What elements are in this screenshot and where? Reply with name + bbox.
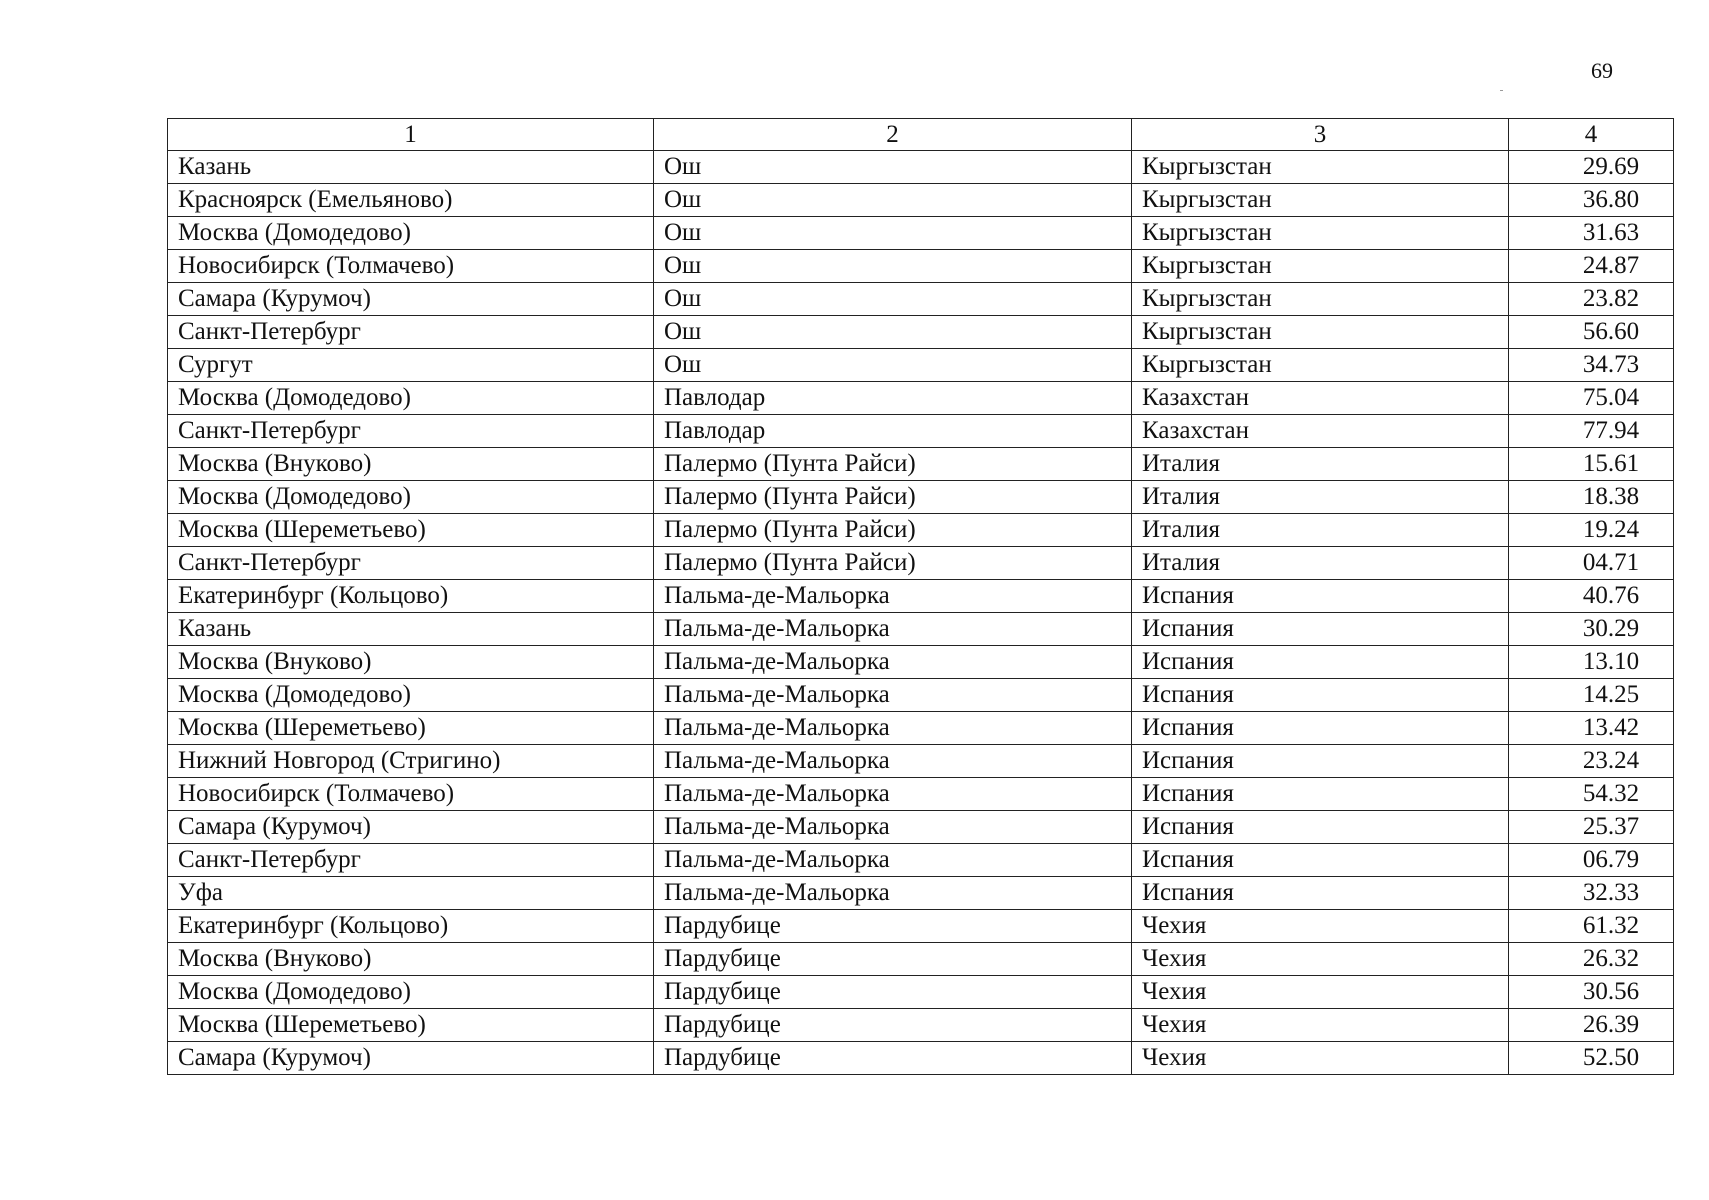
departure-city-cell: Санкт-Петербург xyxy=(168,415,654,448)
departure-city-cell: Уфа xyxy=(168,877,654,910)
destination-city-cell: Павлодар xyxy=(654,415,1132,448)
departure-city-cell: Москва (Домодедово) xyxy=(168,382,654,415)
value-cell: 36.80 xyxy=(1509,184,1674,217)
value-cell: 34.73 xyxy=(1509,349,1674,382)
country-cell: Кыргызстан xyxy=(1132,217,1509,250)
destination-city-cell: Пальма-де-Мальорка xyxy=(654,778,1132,811)
country-cell: Испания xyxy=(1132,613,1509,646)
departure-city-cell: Москва (Домодедово) xyxy=(168,217,654,250)
value-cell: 06.79 xyxy=(1509,844,1674,877)
departure-city-cell: Новосибирск (Толмачево) xyxy=(168,250,654,283)
country-cell: Испания xyxy=(1132,811,1509,844)
table-row xyxy=(168,151,1674,184)
country-cell: Чехия xyxy=(1132,943,1509,976)
destination-city-cell: Пардубице xyxy=(654,910,1132,943)
country-cell: Италия xyxy=(1132,514,1509,547)
table-row xyxy=(168,481,1674,514)
value-cell: 14.25 xyxy=(1509,679,1674,712)
destination-city-cell: Пардубице xyxy=(654,976,1132,1009)
destination-city-cell: Пардубице xyxy=(654,1042,1132,1075)
country-cell: Испания xyxy=(1132,778,1509,811)
destination-city-cell: Павлодар xyxy=(654,382,1132,415)
destination-city-cell: Ош xyxy=(654,316,1132,349)
destination-city-cell: Пальма-де-Мальорка xyxy=(654,844,1132,877)
destination-city-cell: Ош xyxy=(654,250,1132,283)
country-cell: Кыргызстан xyxy=(1132,283,1509,316)
destination-city-cell: Палермо (Пунта Райси) xyxy=(654,547,1132,580)
value-cell: 18.38 xyxy=(1509,481,1674,514)
departure-city-cell: Нижний Новгород (Стригино) xyxy=(168,745,654,778)
departure-city-cell: Казань xyxy=(168,613,654,646)
value-cell: 23.82 xyxy=(1509,283,1674,316)
country-cell: Италия xyxy=(1132,448,1509,481)
departure-city-cell: Москва (Шереметьево) xyxy=(168,1009,654,1042)
column-header-1: 1 xyxy=(168,119,654,151)
destination-city-cell: Палермо (Пунта Райси) xyxy=(654,514,1132,547)
table-row xyxy=(168,1009,1674,1042)
departure-city-cell: Санкт-Петербург xyxy=(168,547,654,580)
departure-city-cell: Санкт-Петербург xyxy=(168,316,654,349)
value-cell: 30.29 xyxy=(1509,613,1674,646)
departure-city-cell: Москва (Внуково) xyxy=(168,943,654,976)
value-cell: 19.24 xyxy=(1509,514,1674,547)
value-cell: 15.61 xyxy=(1509,448,1674,481)
table-row xyxy=(168,184,1674,217)
value-cell: 23.24 xyxy=(1509,745,1674,778)
departure-city-cell: Москва (Домодедово) xyxy=(168,679,654,712)
value-cell: 04.71 xyxy=(1509,547,1674,580)
column-header-4: 4 xyxy=(1509,119,1674,151)
country-cell: Кыргызстан xyxy=(1132,184,1509,217)
country-cell: Италия xyxy=(1132,547,1509,580)
destination-city-cell: Пальма-де-Мальорка xyxy=(654,811,1132,844)
country-cell: Испания xyxy=(1132,877,1509,910)
departure-city-cell: Москва (Домодедово) xyxy=(168,481,654,514)
scan-mark xyxy=(1500,90,1503,91)
value-cell: 25.37 xyxy=(1509,811,1674,844)
departure-city-cell: Москва (Внуково) xyxy=(168,646,654,679)
value-cell: 30.56 xyxy=(1509,976,1674,1009)
table-row xyxy=(168,250,1674,283)
value-cell: 26.39 xyxy=(1509,1009,1674,1042)
departure-city-cell: Красноярск (Емельяново) xyxy=(168,184,654,217)
value-cell: 75.04 xyxy=(1509,382,1674,415)
value-cell: 24.87 xyxy=(1509,250,1674,283)
destination-city-cell: Ош xyxy=(654,184,1132,217)
country-cell: Чехия xyxy=(1132,976,1509,1009)
table-row xyxy=(168,283,1674,316)
country-cell: Италия xyxy=(1132,481,1509,514)
table-row xyxy=(168,580,1674,613)
departure-city-cell: Новосибирск (Толмачево) xyxy=(168,778,654,811)
value-cell: 77.94 xyxy=(1509,415,1674,448)
destination-city-cell: Ош xyxy=(654,283,1132,316)
table-row xyxy=(168,844,1674,877)
table-header xyxy=(168,119,1674,151)
departure-city-cell: Самара (Курумоч) xyxy=(168,1042,654,1075)
value-cell: 26.32 xyxy=(1509,943,1674,976)
departure-city-cell: Москва (Шереметьево) xyxy=(168,712,654,745)
country-cell: Кыргызстан xyxy=(1132,316,1509,349)
departure-city-cell: Москва (Внуково) xyxy=(168,448,654,481)
destination-city-cell: Пардубице xyxy=(654,1009,1132,1042)
table-row xyxy=(168,745,1674,778)
value-cell: 32.33 xyxy=(1509,877,1674,910)
country-cell: Казахстан xyxy=(1132,415,1509,448)
table-row xyxy=(168,448,1674,481)
column-header-3: 3 xyxy=(1132,119,1509,151)
table-row xyxy=(168,316,1674,349)
country-cell: Испания xyxy=(1132,844,1509,877)
country-cell: Кыргызстан xyxy=(1132,151,1509,184)
destination-city-cell: Пальма-де-Мальорка xyxy=(654,679,1132,712)
departure-city-cell: Москва (Шереметьево) xyxy=(168,514,654,547)
country-cell: Казахстан xyxy=(1132,382,1509,415)
value-cell: 52.50 xyxy=(1509,1042,1674,1075)
table-row xyxy=(168,217,1674,250)
column-header-2: 2 xyxy=(654,119,1132,151)
table-row xyxy=(168,646,1674,679)
table-row xyxy=(168,943,1674,976)
country-cell: Испания xyxy=(1132,712,1509,745)
table-row xyxy=(168,382,1674,415)
destination-city-cell: Пальма-де-Мальорка xyxy=(654,646,1132,679)
table-row xyxy=(168,1042,1674,1075)
header-row xyxy=(168,119,1674,151)
value-cell: 61.32 xyxy=(1509,910,1674,943)
table-row xyxy=(168,778,1674,811)
table-row xyxy=(168,910,1674,943)
table-row xyxy=(168,811,1674,844)
departure-city-cell: Сургут xyxy=(168,349,654,382)
destination-city-cell: Ош xyxy=(654,217,1132,250)
destination-city-cell: Пардубице xyxy=(654,943,1132,976)
table-row xyxy=(168,415,1674,448)
table-row xyxy=(168,547,1674,580)
departure-city-cell: Самара (Курумоч) xyxy=(168,811,654,844)
country-cell: Испания xyxy=(1132,580,1509,613)
table-row xyxy=(168,613,1674,646)
country-cell: Испания xyxy=(1132,646,1509,679)
value-cell: 56.60 xyxy=(1509,316,1674,349)
table-row xyxy=(168,976,1674,1009)
destination-city-cell: Ош xyxy=(654,349,1132,382)
destination-city-cell: Пальма-де-Мальорка xyxy=(654,712,1132,745)
country-cell: Кыргызстан xyxy=(1132,349,1509,382)
departure-city-cell: Самара (Курумоч) xyxy=(168,283,654,316)
table-body xyxy=(168,151,1674,1075)
country-cell: Испания xyxy=(1132,679,1509,712)
page-number: 69 xyxy=(1591,58,1613,83)
country-cell: Испания xyxy=(1132,745,1509,778)
table-row xyxy=(168,679,1674,712)
destination-city-cell: Палермо (Пунта Райси) xyxy=(654,481,1132,514)
table-row xyxy=(168,877,1674,910)
departure-city-cell: Екатеринбург (Кольцово) xyxy=(168,580,654,613)
destination-city-cell: Пальма-де-Мальорка xyxy=(654,613,1132,646)
departure-city-cell: Москва (Домодедово) xyxy=(168,976,654,1009)
country-cell: Чехия xyxy=(1132,910,1509,943)
destination-city-cell: Пальма-де-Мальорка xyxy=(654,745,1132,778)
country-cell: Чехия xyxy=(1132,1009,1509,1042)
value-cell: 40.76 xyxy=(1509,580,1674,613)
table-row xyxy=(168,712,1674,745)
destination-city-cell: Пальма-де-Мальорка xyxy=(654,877,1132,910)
departure-city-cell: Казань xyxy=(168,151,654,184)
table-row xyxy=(168,349,1674,382)
table-row xyxy=(168,514,1674,547)
departure-city-cell: Екатеринбург (Кольцово) xyxy=(168,910,654,943)
destination-city-cell: Пальма-де-Мальорка xyxy=(654,580,1132,613)
value-cell: 31.63 xyxy=(1509,217,1674,250)
departure-city-cell: Санкт-Петербург xyxy=(168,844,654,877)
value-cell: 29.69 xyxy=(1509,151,1674,184)
country-cell: Кыргызстан xyxy=(1132,250,1509,283)
value-cell: 54.32 xyxy=(1509,778,1674,811)
data-table xyxy=(167,118,1674,1075)
destination-city-cell: Ош xyxy=(654,151,1132,184)
country-cell: Чехия xyxy=(1132,1042,1509,1075)
destination-city-cell: Палермо (Пунта Райси) xyxy=(654,448,1132,481)
value-cell: 13.10 xyxy=(1509,646,1674,679)
value-cell: 13.42 xyxy=(1509,712,1674,745)
